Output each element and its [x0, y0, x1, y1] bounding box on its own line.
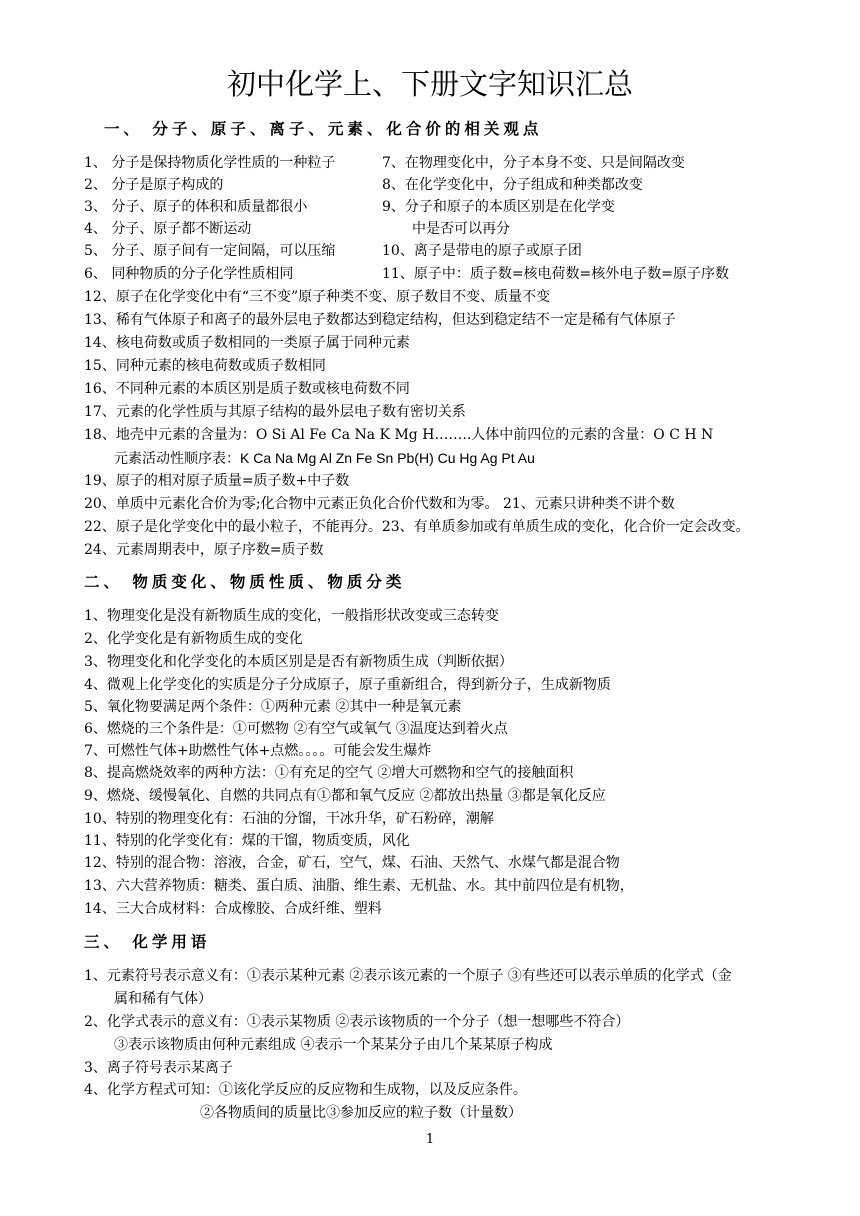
list-item: 15、同种元素的核电荷数或质子数相同	[84, 358, 326, 374]
section-heading: 二、 物质变化、物质性质、物质分类	[84, 572, 406, 591]
list-item: 4、微观上化学变化的实质是分子分成原子，原子重新组合，得到新分子，生成新物质	[84, 677, 611, 693]
list-item: 2、化学变化是有新物质生成的变化	[84, 631, 303, 647]
list-item: 14、三大合成材料：合成橡胶、合成纤维、塑料	[84, 901, 382, 917]
list-item: 2、 分子是原子构成的	[84, 177, 224, 193]
list-item: 4、化学方程式可知：①该化学反应的反应物和生成物，以及反应条件。	[84, 1082, 527, 1098]
list-item: 3、 分子、原子的体积和质量都很小	[84, 199, 308, 215]
list-item: 10、特别的物理变化有：石油的分馏，干冰升华，矿石粉碎，潮解	[84, 811, 494, 827]
list-item: 16、不同种元素的本质区别是质子数或核电荷数不同	[84, 381, 410, 397]
list-item: ③表示该物质由何种元素组成 ④表示一个某某分子由几个某某原子构成	[114, 1037, 553, 1053]
page-number: 1	[425, 1132, 435, 1147]
list-item: 11、原子中：质子数=核电荷数=核外电子数=原子序数	[382, 266, 730, 282]
list-item: 18、地壳中元素的含量为：O Si Al Fe Ca Na K Mg H……..人体中前四位的元素的含量：O C H N	[84, 427, 714, 443]
list-item: 10、离子是带电的原子或原子团	[382, 243, 582, 259]
list-item: 24、元素周期表中，原子序数=质子数	[84, 542, 324, 558]
list-item: 13、稀有气体原子和离子的最外层电子数都达到稳定结构，但达到稳定结不一定是稀有气体原子	[84, 312, 676, 328]
list-item: 1、 分子是保持物质化学性质的一种粒子	[84, 155, 336, 171]
page-title: 初中化学上、下册文字知识汇总	[226, 67, 633, 101]
list-item: 1、物理变化是没有新物质生成的变化，一般指形状改变或三态转变	[84, 608, 499, 624]
list-item: 12、原子在化学变化中有“三不变”原子种类不变、原子数目不变、质量不变	[84, 289, 551, 305]
list-item: 8、提高燃烧效率的两种方法：①有充足的空气 ②增大可燃物和空气的接触面积	[84, 765, 574, 781]
list-item: 中是否可以再分	[412, 221, 510, 237]
list-item: 20、单质中元素化合价为零;化合物中元素正负化合价代数和为零。 21、元素只讲种类不讲个数	[84, 496, 675, 512]
list-item: 19、原子的相对原子质量=质子数+中子数	[84, 473, 350, 489]
list-item: 3、物理变化和化学变化的本质区别是是否有新物质生成（判断依据）	[84, 654, 513, 670]
list-item: 5、氧化物要满足两个条件：①两种元素 ②其中一种是氧元素	[84, 699, 462, 715]
section-heading: 三、 化学用语	[84, 932, 211, 951]
list-item: 6、 同种物质的分子化学性质相同	[84, 266, 294, 282]
list-item: 6、燃烧的三个条件是：①可燃物 ②有空气或氧气 ③温度达到着火点	[84, 721, 508, 737]
list-item: 4、 分子、原子都不断运动	[84, 221, 252, 237]
list-item: 1、元素符号表示意义有：①表示某种元素 ②表示该元素的一个原子 ③有些还可以表示单质的化学式（金	[84, 968, 732, 984]
list-item: 5、 分子、原子间有一定间隔，可以压缩	[84, 243, 336, 259]
list-item: 17、元素的化学性质与其原子结构的最外层电子数有密切关系	[84, 404, 466, 420]
list-item: 14、核电荷数或质子数相同的一类原子属于同种元素	[84, 335, 410, 351]
list-item: 7、在物理变化中，分子本身不变、只是间隔改变	[382, 155, 685, 171]
section-heading: 一、 分子、原子、离子、元素、化合价的相关观点	[104, 119, 543, 138]
list-item: 9、燃烧、缓慢氧化、自燃的共同点有①都和氧气反应 ②都放出热量 ③都是氧化反应	[84, 788, 606, 804]
list-item: 9、分子和原子的本质区别是在化学变	[382, 199, 615, 215]
list-item: 13、六大营养物质：糖类、蛋白质、油脂、维生素、无机盐、水。其中前四位是有机物，	[84, 878, 634, 894]
list-item: 22、原子是化学变化中的最小粒子，不能再分。23、有单质参加或有单质生成的变化，化合价一定会改变。	[84, 519, 750, 535]
list-item: 2、化学式表示的意义有：①表示某物质 ②表示该物质的一个分子（想一想哪些不符合）	[84, 1014, 630, 1030]
list-item: 属和稀有气体）	[114, 991, 212, 1007]
list-item: 12、特别的混合物：溶液，合金，矿石，空气，煤、石油、天然气、水煤气都是混合物	[84, 855, 620, 871]
list-item: 11、特别的化学变化有：煤的干馏，物质变质，风化	[84, 833, 410, 849]
list-item: 8、在化学变化中，分子组成和种类都改变	[382, 177, 643, 193]
list-item: 元素活动性顺序表：K Ca Na Mg Al Zn Fe Sn Pb(H) Cu Hg Ag Pt Au	[114, 450, 535, 466]
list-item: ②各物质间的质量比③参加反应的粒子数（计量数）	[200, 1105, 522, 1121]
list-item: 7、可燃性气体+助燃性气体+点燃。。。。可能会发生爆炸	[84, 743, 432, 759]
list-item: 3、离子符号表示某离子	[84, 1060, 233, 1076]
